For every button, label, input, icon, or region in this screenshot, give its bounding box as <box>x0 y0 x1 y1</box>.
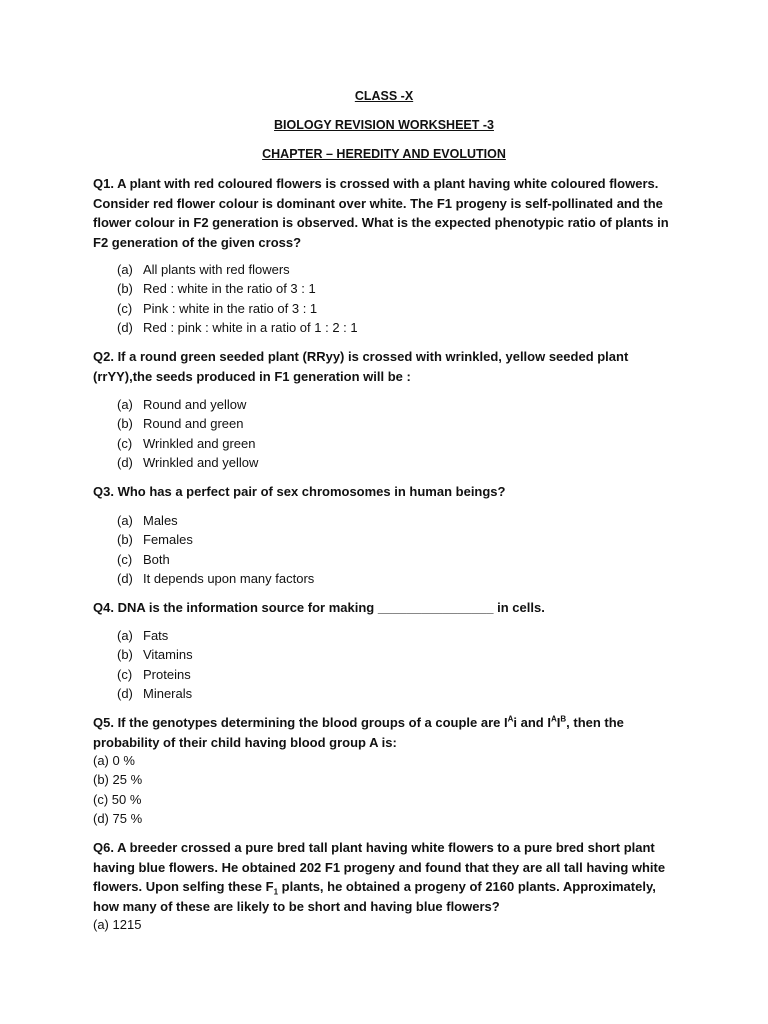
option: (b) Vitamins <box>117 647 193 663</box>
option: (c) Wrinkled and green <box>117 435 256 451</box>
option: (d) It depends upon many factors <box>117 570 315 586</box>
option: (d) Wrinkled and yellow <box>117 454 259 470</box>
option: (a) 0 % <box>93 753 135 768</box>
option: (d) Minerals <box>117 685 193 701</box>
question-2-options <box>117 395 258 472</box>
worksheet-title: BIOLOGY REVISION WORKSHEET -3 <box>274 118 494 132</box>
option: (a) 1215 <box>93 917 142 932</box>
option: (c) Both <box>117 551 170 567</box>
question-4: Q4. DNA is the information source for making ________________ in cells. <box>93 600 545 615</box>
question-1: Q1. A plant with red coloured flowers is crossed with a plant having white coloured flowers. Consider red flower colour is dominant over white. The F1 progeny is self-pollinated and the flower colour in F2 generation is observed. What is the expected phenotypic ratio of plants in F2 generation of the given cross? <box>93 176 669 250</box>
option: (a) All plants with red flowers <box>117 262 290 277</box>
option: (a) Males <box>117 513 178 528</box>
option: (c) Proteins <box>117 666 191 682</box>
class-heading: CLASS -X <box>354 89 414 103</box>
option: (b) Round and green <box>117 416 244 432</box>
question-5: Q5. If the genotypes determining the blood groups of a couple are $I^Ai$ and $I^AI^B$, then the probability of their child having blood group A is: <box>93 714 624 750</box>
question-3-options <box>117 511 314 588</box>
question-6-options <box>93 915 141 934</box>
option: (c) 50 % <box>93 791 142 807</box>
option: (b) Red : white in the ratio of 3 : 1 <box>117 281 316 297</box>
option: (a) Round and yellow <box>117 397 247 412</box>
option: (d) Red : pink : white in a ratio of 1 : 2 : 1 <box>117 319 358 335</box>
question-6: Q6. A breeder crossed a pure bred tall plant having white flowers to a pure bred short plant having blue flowers. He obtained 202 F1 progeny and found that they are all tall having white flowers. Upon selfing these $F_1$ plants, he obtained a progeny of 2160 plants. Approximately, how many of these are likely to be short and having blue flowers? <box>93 840 666 914</box>
question-5-options <box>93 751 142 828</box>
question-2: Q2. If a round green seeded plant (RRyy) is crossed with wrinkled, yellow seeded plant (rrYY),the seeds produced in F1 generation will be : <box>93 349 629 384</box>
question-1-options <box>117 260 358 337</box>
option: (a) Fats <box>117 628 169 643</box>
option: (b) 25 % <box>93 772 143 788</box>
option: (b) Females <box>117 532 193 548</box>
option: (c) Pink : white in the ratio of 3 : 1 <box>117 300 318 316</box>
option: (d) 75 % <box>93 810 143 826</box>
question-3: Q3. Who has a perfect pair of sex chromosomes in human beings? <box>93 484 506 499</box>
question-4-options <box>117 626 193 703</box>
chapter-heading: CHAPTER – HEREDITY AND EVOLUTION <box>262 147 506 161</box>
